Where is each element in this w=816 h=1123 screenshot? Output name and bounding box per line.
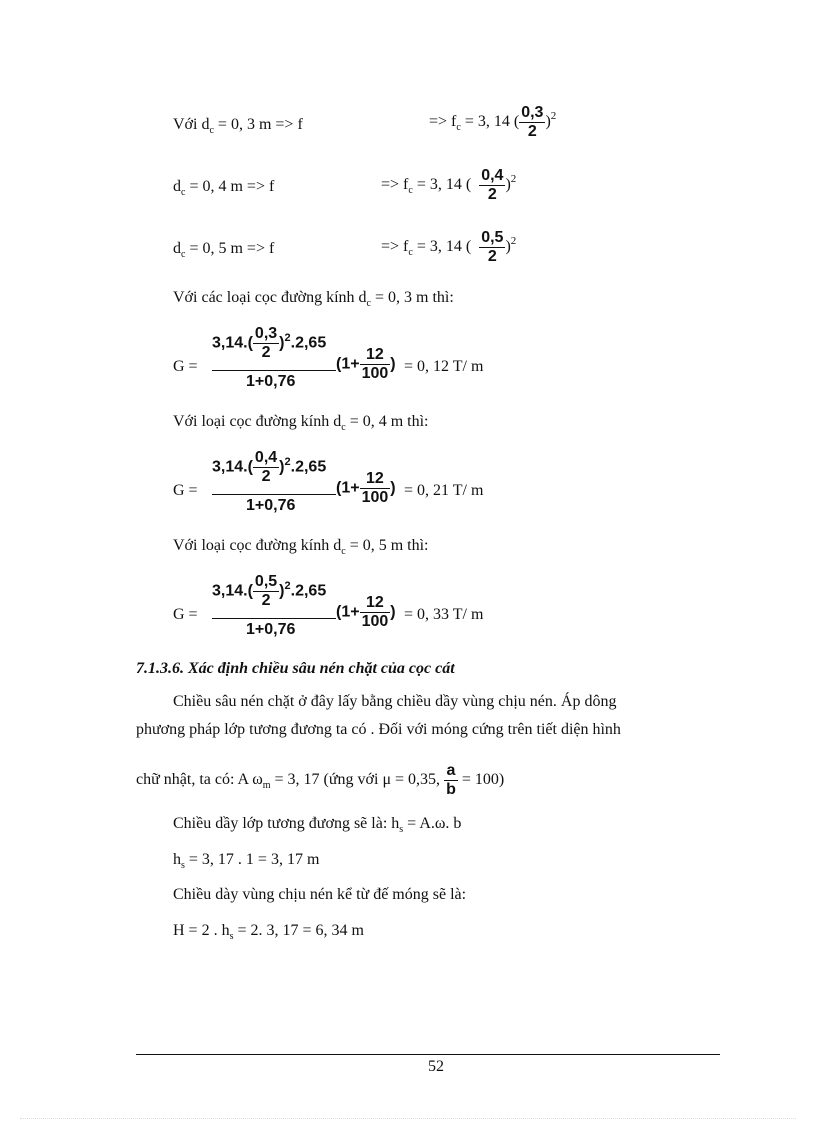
footer-divider <box>136 1054 720 1055</box>
fc-row-2: $d_c = 0$, 4 m => f <box>173 178 275 198</box>
formula-3-g: G = <box>173 606 198 623</box>
formula-1-bar <box>212 370 336 371</box>
compression-zone-line: Chiều dày vùng chịu nén kể từ đế móng sẽ là: <box>173 886 467 903</box>
bottom-dotted-divider <box>20 1118 796 1119</box>
formula-2-g: G = <box>173 482 198 499</box>
section-heading: 7.1.3.6. Xác định chiều sâu nén chặt của cọc cát <box>136 660 455 677</box>
formula-2-denominator: 1+0,76 <box>246 497 296 514</box>
formula-3-denominator: 1+0,76 <box>246 621 296 638</box>
intro-line-2: Với loại cọc đường kính $d_c = 0$, 4 m thì: <box>173 413 429 433</box>
formula-1-result: = 0, 12 T/ m <box>404 358 484 375</box>
formula-2-numerator: 3,14.( $\frac{0,4}{2}$ )$^2$.2,65 <box>212 449 327 485</box>
H-line: H = 2 . $h_s = 2$. 3, 17 = 6, 34 m <box>173 922 364 942</box>
para-line-3: chữ nhật, ta có: A $\omega_m = 3$, 17 (ứng với μ = 0,35, $\frac{a}{b}$ = 100) <box>136 762 505 798</box>
formula-1-g: G = <box>173 358 198 375</box>
fc-row-3: $d_c = 0$, 5 m => f <box>173 240 275 260</box>
formula-3-result: = 0, 33 T/ m <box>404 606 484 623</box>
intro-line-1: Với các loại cọc đường kính $d_c = 0$, 3 m thì: <box>173 289 454 309</box>
page-number: 52 <box>428 1058 444 1075</box>
formula-1-numerator: 3,14.( $\frac{0,3}{2}$ )$^2$.2,65 <box>212 325 327 361</box>
formula-3-numerator: 3,14.( $\frac{0,5}{2}$ )$^2$.2,65 <box>212 573 327 609</box>
formula-2-result: = 0, 21 T/ m <box>404 482 484 499</box>
formula-1-factor: (1+ $\frac{12}{100}$ ) <box>336 346 396 382</box>
fc-row-1-result: => $f_c = 3$, 14 ( $\frac{0,3}{2}$ )$^2$ <box>429 104 557 140</box>
fc-row-1: Với $d_c = 0$, 3 m => f <box>173 116 303 136</box>
formula-3-bar <box>212 618 336 619</box>
para-line-2: phương pháp lớp tương đương ta có . Đối với móng cứng trên tiết diện hình <box>136 721 621 738</box>
formula-3-factor: (1+ $\frac{12}{100}$ ) <box>336 594 396 630</box>
equiv-layer-line: Chiều dầy lớp tương đương sẽ là: $h_s = A.\omega$. b <box>173 815 462 835</box>
formula-1-denominator: 1+0,76 <box>246 373 296 390</box>
formula-2-factor: (1+ $\frac{12}{100}$ ) <box>336 470 396 506</box>
fc-row-3-result: => $f_c = 3$, 14 ( $\frac{0,5}{2}$ )$^2$ <box>381 229 517 265</box>
formula-2-bar <box>212 494 336 495</box>
intro-line-3: Với loại cọc đường kính $d_c = 0$, 5 m thì: <box>173 537 429 557</box>
hs-line: $h_s = 3$, 17 . 1 = 3, 17 m <box>173 851 320 871</box>
para-line-1: Chiều sâu nén chặt ở đây lấy bằng chiều dầy vùng chịu nén. Áp dông <box>173 693 617 710</box>
fc-row-2-result: => $f_c = 3$, 14 ( $\frac{0,4}{2}$ )$^2$ <box>381 167 517 203</box>
